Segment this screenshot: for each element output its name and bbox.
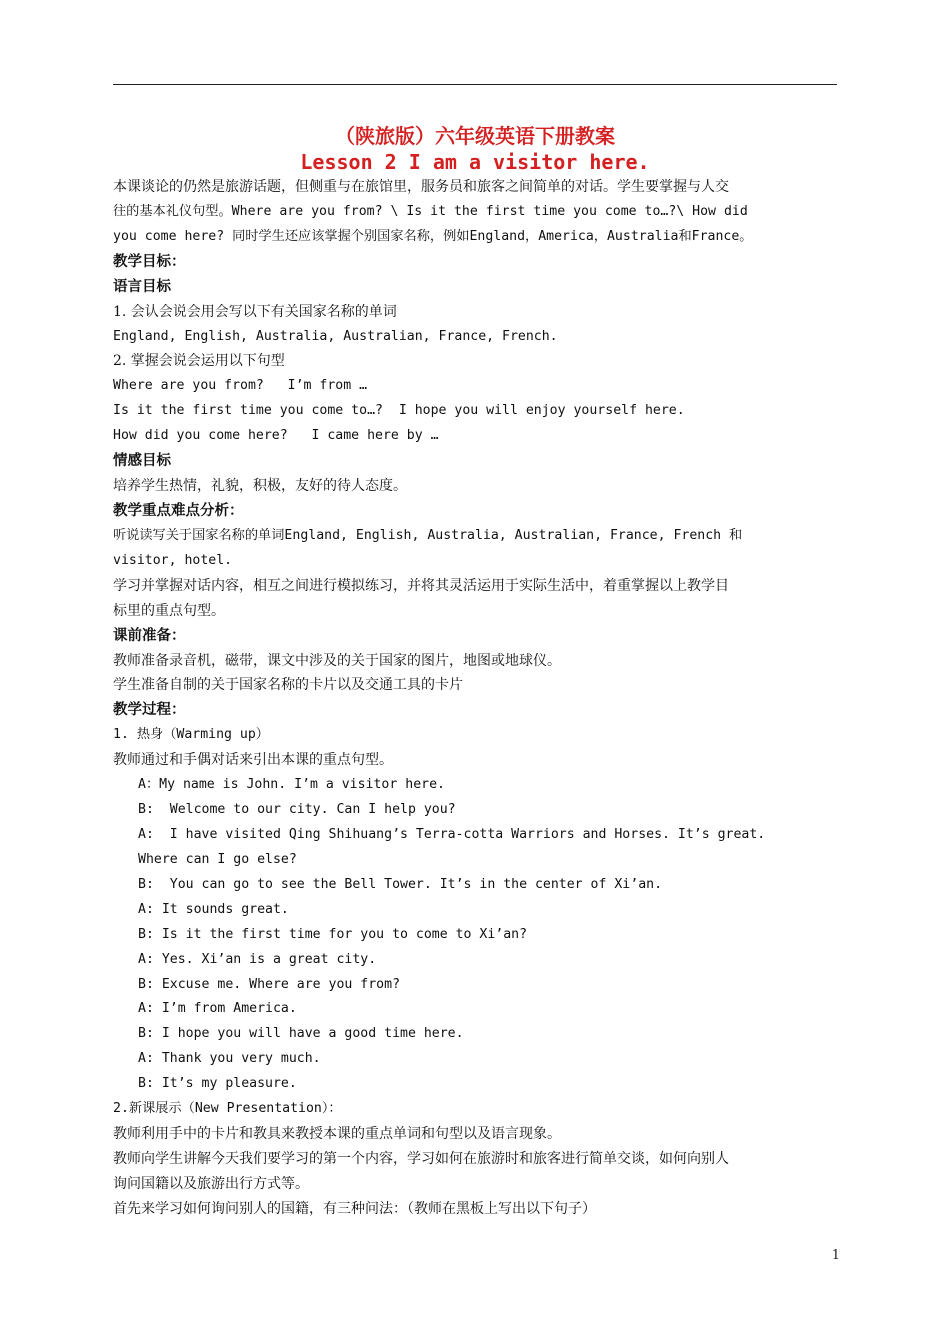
- text-line: 1. 会认会说会用会写以下有关国家名称的单词: [113, 303, 397, 320]
- text-line: 本课谈论的仍然是旅游话题，但侧重与在旅馆里，服务员和旅客之间简单的对话。学生要掌握与人交: [113, 179, 729, 195]
- text-line: 教师利用手中的卡片和教具来教授本课的重点单词和句型以及语言现象。: [113, 1126, 561, 1143]
- lesson-title: Lesson 2 I am a visitor here.: [300, 150, 650, 174]
- text-line: A：My name is John. I’m a visitor here.: [138, 777, 445, 793]
- text-line: A: Thank you very much.: [138, 1051, 321, 1067]
- text-line: 1. 热身（Warming up）: [113, 727, 269, 743]
- text-line: B: Welcome to our city. Can I help you?: [138, 802, 456, 818]
- text-line: visitor, hotel.: [113, 552, 233, 568]
- text-line: 2.新课展示（New Presentation）：: [113, 1101, 342, 1117]
- text-line: B: You can go to see the Bell Tower. It’s in the center of Xi’an.: [138, 876, 663, 892]
- text-line: A: It sounds great.: [138, 901, 289, 917]
- text-line: Is it the first time you come to…? I hope you will enjoy yourself here.: [113, 403, 685, 419]
- text-line: B: It’s my pleasure.: [138, 1076, 297, 1092]
- text-line: 听说读写关于国家名称的单词England, English, Australia, Australian, France, French 和: [113, 527, 743, 543]
- text-line: 往的基本礼仪句型。Where are you from? \ Is it the first time you come to…?\ How did: [113, 203, 748, 219]
- section-heading: 教学目标：: [113, 253, 186, 270]
- text-line: A: I’m from America.: [138, 1001, 297, 1017]
- text-line: Where are you from? I’m from …: [113, 378, 368, 394]
- text-line: 2. 掌握会说会运用以下句型: [113, 353, 285, 370]
- text-line: 教师向学生讲解今天我们要学习的第一个内容，学习如何在旅游时和旅客进行简单交谈，如何向别人: [113, 1150, 729, 1167]
- document-body: [113, 175, 839, 1222]
- section-heading: 教学重点难点分析：: [113, 502, 244, 519]
- text-line: B: Is it the first time for you to come to Xi’an?: [138, 926, 528, 942]
- text-line: How did you come here? I came here by …: [113, 428, 439, 444]
- text-line: 询问国籍以及旅游出行方式等。: [113, 1175, 309, 1192]
- section-heading: 教学过程：: [113, 702, 186, 719]
- section-heading: 课前准备：: [113, 627, 186, 644]
- text-line: A: I have visited Qing Shihuang’s Terra-cotta Warriors and Horses. It’s great.: [138, 826, 766, 842]
- text-line: 学习并掌握对话内容，相互之间进行模拟练习，并将其灵活运用于实际生活中，着重掌握以上教学目: [113, 577, 729, 594]
- section-heading: 语言目标: [113, 278, 171, 295]
- text-line: 教师通过和手偶对话来引出本课的重点句型。: [113, 752, 393, 769]
- text-line: 首先来学习如何询问别人的国籍，有三种问法：（教师在黑板上写出以下句子）: [113, 1200, 596, 1217]
- document-title: （陕旅版）六年级英语下册教案: [335, 124, 615, 148]
- header-rule: [113, 84, 837, 85]
- text-line: England, English, Australia, Australian, France, French.: [113, 328, 558, 344]
- text-line: 学生准备自制的关于国家名称的卡片以及交通工具的卡片: [113, 677, 463, 694]
- text-line: you come here? 同时学生还应该掌握个别国家名称，例如England，America，Australia和France。: [113, 228, 753, 244]
- text-line: Where can I go else?: [138, 851, 297, 867]
- text-line: B: Excuse me. Where are you from?: [138, 976, 401, 992]
- text-line: B: I hope you will have a good time here.: [138, 1026, 464, 1042]
- text-line: 标里的重点句型。: [113, 602, 225, 619]
- page-number: 1: [831, 1248, 840, 1263]
- text-line: 教师准备录音机，磁带，课文中涉及的关于国家的图片，地图或地球仪。: [113, 652, 561, 669]
- text-line: A: Yes. Xi’an is a great city.: [138, 951, 377, 967]
- text-line: 培养学生热情，礼貌，积极，友好的待人态度。: [113, 478, 407, 495]
- section-heading: 情感目标: [113, 453, 171, 470]
